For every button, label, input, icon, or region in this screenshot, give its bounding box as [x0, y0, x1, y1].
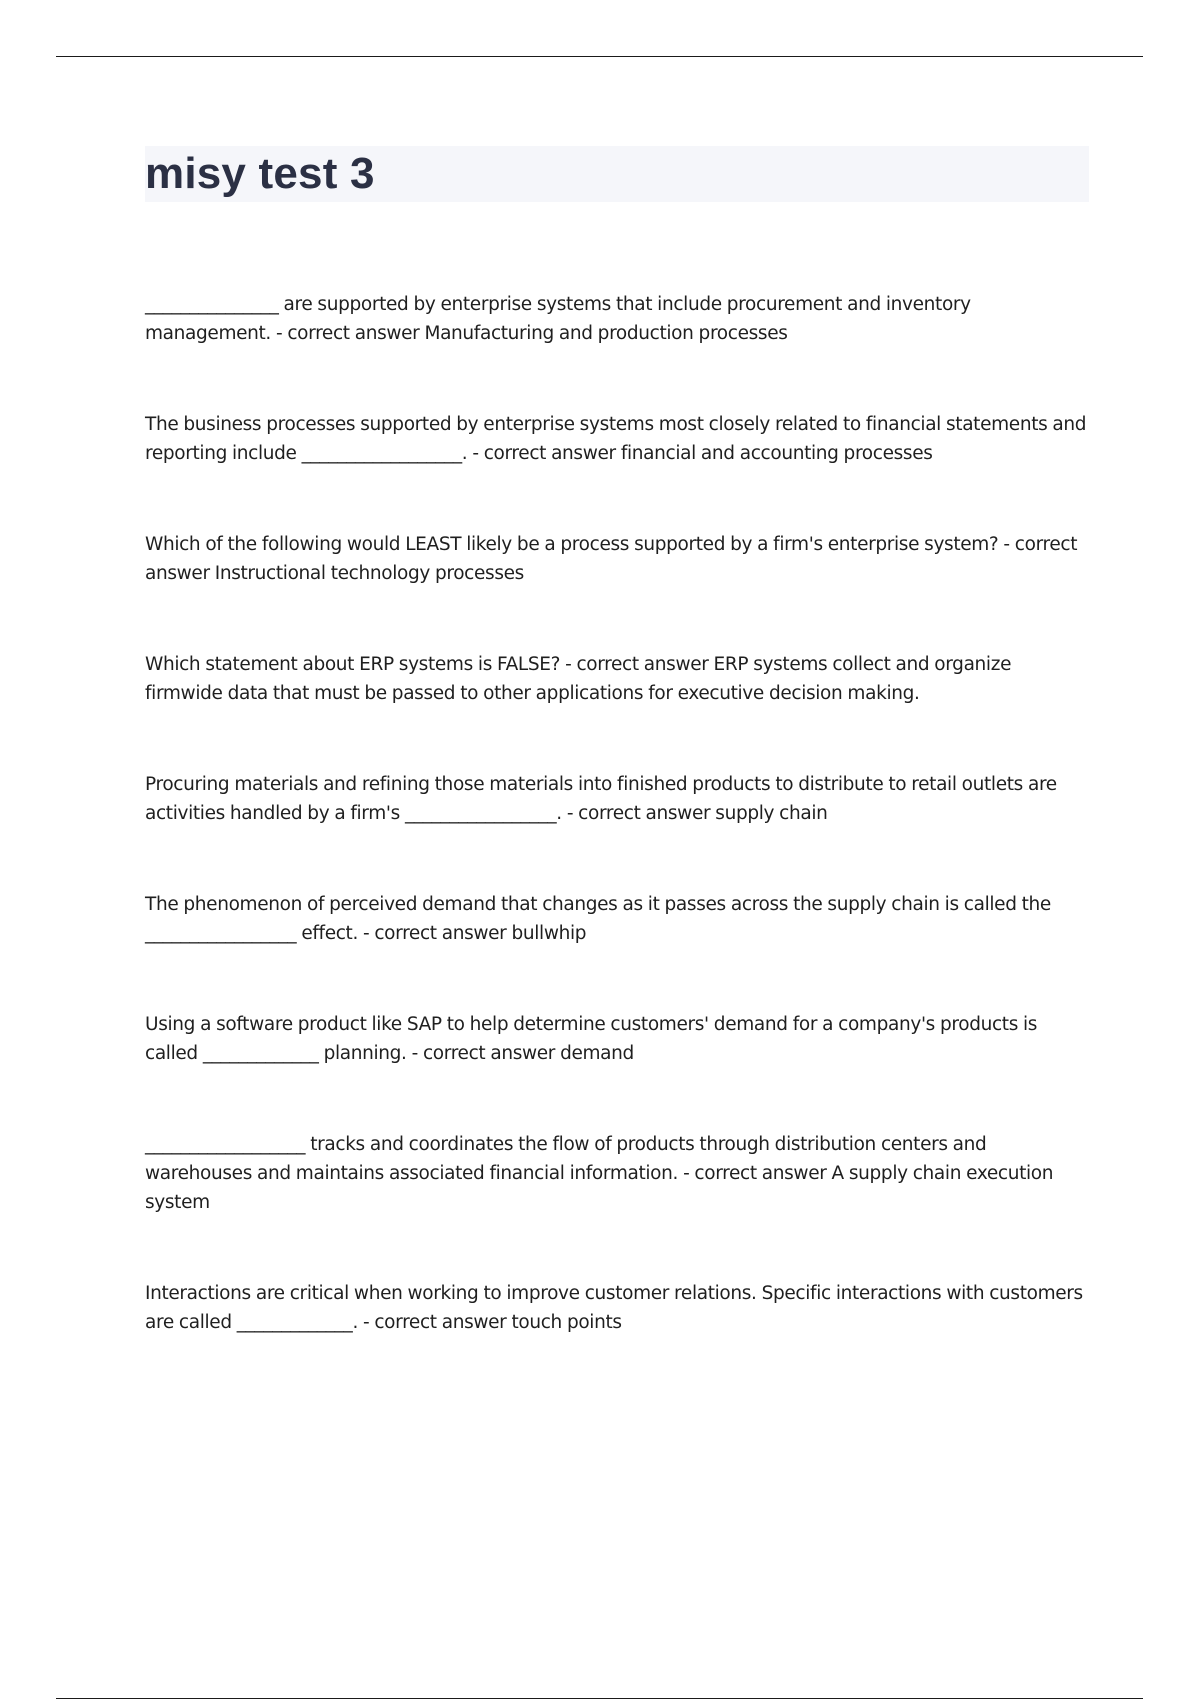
bottom-divider: [56, 1698, 1143, 1699]
question-item: Procuring materials and refining those materials into finished products to distribute to retail outlets are activities handled by a firm's _________________. - correct answer supply chain: [145, 774, 1057, 824]
question-item: Which of the following would LEAST likely be a process supported by a firm's enterprise system? - correct answer Instructional technology processes: [145, 534, 1078, 584]
question-list: [145, 290, 1089, 1399]
question-item: The business processes supported by enterprise systems most closely related to financial statements and reporting include __________________. - correct answer financial and accounting processes: [145, 414, 1087, 464]
top-divider: [56, 56, 1143, 57]
question-item: The phenomenon of perceived demand that changes as it passes across the supply chain is called the _________________ effect. - correct answer bullwhip: [145, 894, 1051, 944]
question-item: Interactions are critical when working to improve customer relations. Specific interactions with customers are called _____________. - correct answer touch points: [145, 1283, 1083, 1333]
question-item: Using a software product like SAP to help determine customers' demand for a company's products is called _____________ planning. - correct answer demand: [145, 1014, 1038, 1064]
document-title: misy test 3: [145, 149, 375, 198]
question-item: _______________ are supported by enterprise systems that include procurement and inventory management. - correct answer Manufacturing and production processes: [145, 294, 971, 344]
question-item: __________________ tracks and coordinates the flow of products through distribution centers and warehouses and maintains associated financial information. - correct answer A supply chain execution system: [145, 1134, 1054, 1213]
question-item: Which statement about ERP systems is FALSE? - correct answer ERP systems collect and organize firmwide data that must be passed to other applications for executive decision making.: [145, 654, 1012, 704]
